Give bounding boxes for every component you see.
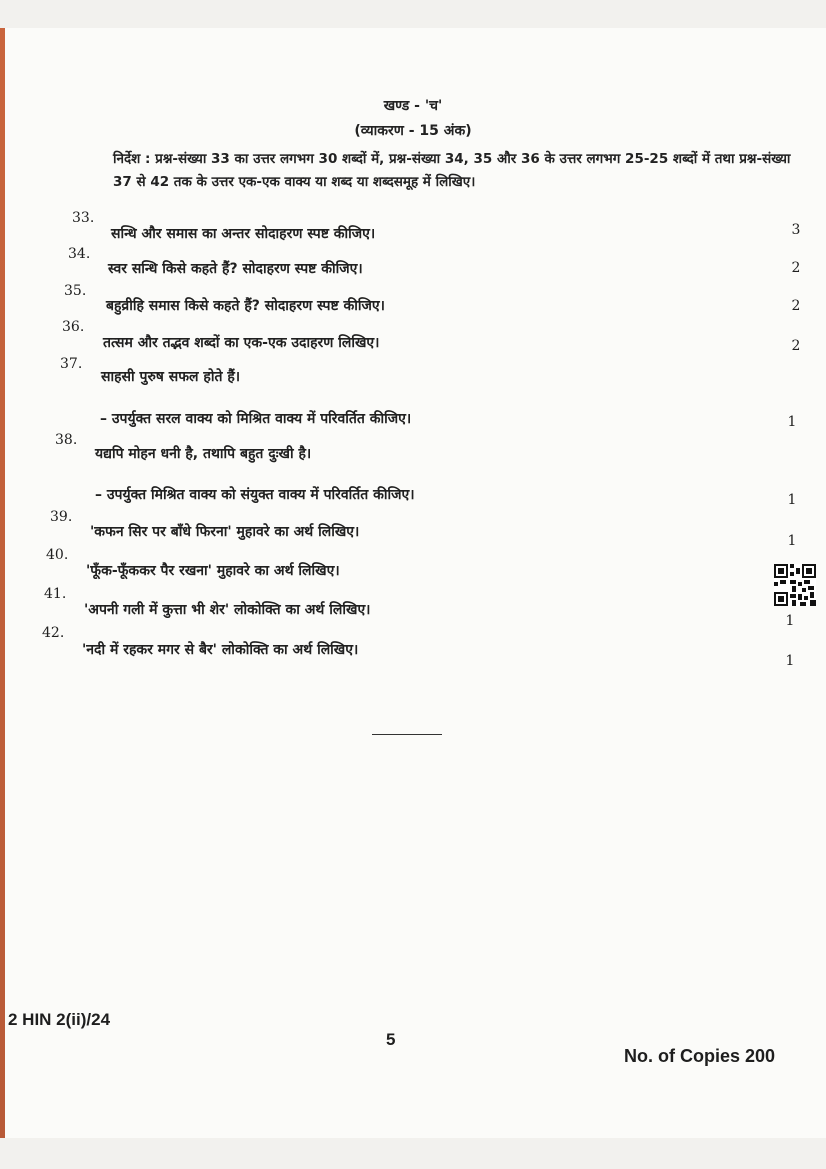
question-text: तत्सम और तद्भव शब्दों का एक-एक उदाहरण लिखिए। xyxy=(103,335,380,351)
question-text: यद्यपि मोहन धनी है, तथापि बहुत दुःखी है। xyxy=(95,446,312,462)
copies-count: No. of Copies 200 xyxy=(624,1046,776,1066)
end-rule xyxy=(372,734,442,735)
question-number: 33. xyxy=(72,210,95,226)
page-number: 5 xyxy=(386,1030,396,1049)
question-marks: 1 xyxy=(787,533,797,549)
question-number: 40. xyxy=(46,547,69,563)
question-subtext: – उपर्युक्त सरल वाक्य को मिश्रित वाक्य में परिवर्तित कीजिए। xyxy=(100,411,412,427)
question-subtext: – उपर्युक्त मिश्रित वाक्य को संयुक्त वाक्य में परिवर्तित कीजिए। xyxy=(95,487,415,503)
exam-page xyxy=(5,28,826,1138)
question-number: 35. xyxy=(64,283,87,299)
question-number: 34. xyxy=(68,246,91,262)
question-number: 41. xyxy=(44,586,67,602)
question-number: 37. xyxy=(60,356,83,372)
qr-code-icon xyxy=(774,564,816,606)
question-marks: 1 xyxy=(785,653,795,669)
instructions: निर्देश : प्रश्न-संख्या 33 का उत्तर लगभग 30 शब्दों में, प्रश्न-संख्या 34, 35 और 36 के उत्तर लगभग 25-25 शब्दों में तथा प्रश्न-संख्या 37 से 42 तक के उत्तर एक-एक वाक्य या शब्द या शब्दसमूह में लिखिए। xyxy=(113,151,791,190)
section-subheading: (व्याकरण - 15 अंक) xyxy=(354,123,472,139)
question-text: बहुव्रीहि समास किसे कहते हैं? सोदाहरण स्पष्ट कीजिए। xyxy=(106,298,385,314)
question-marks: 1 xyxy=(787,492,797,508)
paper-code: 2 HIN 2(ii)/24 xyxy=(8,1010,111,1029)
question-number: 36. xyxy=(62,319,85,335)
question-text: सन्धि और समास का अन्तर सोदाहरण स्पष्ट कीजिए। xyxy=(111,226,376,242)
question-text: 'नदी में रहकर मगर से बैर' लोकोक्ति का अर्थ लिखिए। xyxy=(82,642,359,658)
question-text: साहसी पुरुष सफल होते हैं। xyxy=(101,369,241,385)
question-number: 42. xyxy=(42,625,65,641)
question-text: 'कफन सिर पर बाँधे फिरना' मुहावरे का अर्थ लिखिए। xyxy=(90,524,360,540)
question-text: 'फूँक-फूँककर पैर रखना' मुहावरे का अर्थ लिखिए। xyxy=(86,563,340,579)
question-marks: 2 xyxy=(791,338,801,354)
section-heading: खण्ड - 'च' xyxy=(383,98,443,114)
question-marks: 2 xyxy=(791,260,801,276)
question-number: 39. xyxy=(50,509,73,525)
question-marks: 1 xyxy=(785,613,795,629)
question-number: 38. xyxy=(55,432,78,448)
question-text: 'अपनी गली में कुत्ता भी शेर' लोकोक्ति का अर्थ लिखिए। xyxy=(84,602,371,618)
question-marks: 2 xyxy=(791,298,801,314)
question-marks: 1 xyxy=(787,414,797,430)
question-text: स्वर सन्धि किसे कहते हैं? सोदाहरण स्पष्ट कीजिए। xyxy=(108,261,363,277)
question-marks: 3 xyxy=(791,222,801,238)
